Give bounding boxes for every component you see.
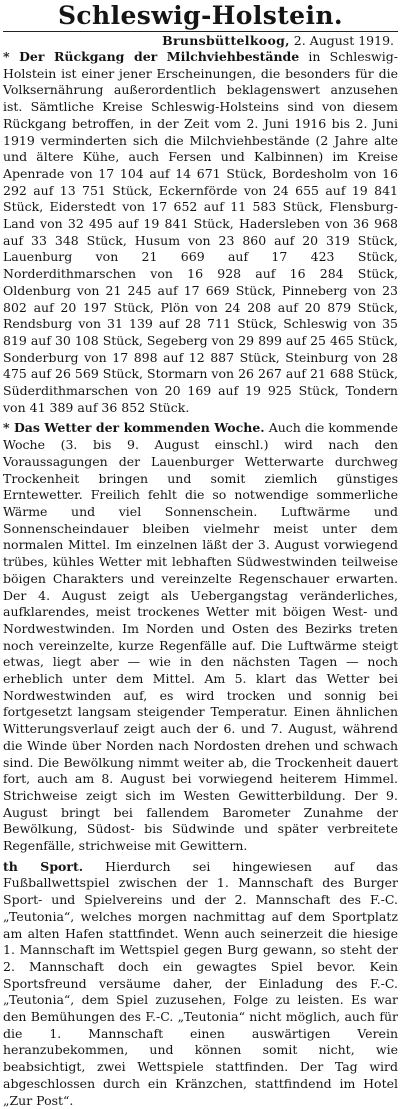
article-body: Auch die kommende Woche (3. bis 9. August einschl.) wird nach den Voraussagungen der Lauenburger Wetterwarte durchweg Trockenheit bringen und somit ziemlich günstiges Erntewetter. Freilich fehlt die so notwendige sommerliche Wärme und viel Sonnenschein. Luftwärme und Sonnenscheindauer bleiben vielmehr meist unter dem normalen Mittel. Im einzelnen läßt der 3. August vorwiegend trübes, kühles Wetter mit lebhaften Südwestwinden teilweise böigen Charakters und vereinzelte Regenschauer erwarten. Der 4. August zeigt als Uebergangstag veränderliches, aufklarendes, meist trockenes Wetter mit böigen West- und Nordwestwinden. Im Norden und Osten des Bezirks treten noch vereinzelte, kurze Regenfälle auf. Die Luftwärme steigt etwas, liegt aber — wie in den nächsten Tagen — noch erheblich unter dem Mittel. Am 5. klart das Wetter bei Nordwestwinden auf, es wird trocken und sonnig bei fortgesetzt langsam steigender Temperatur. Einen ähnlichen Witterungsverlauf zeigt auch der 6. und 7. August, während die Winde über Norden nach Nordosten drehen und schwach sind. Die Bewölkung nimmt weiter ab, die Trockenheit dauert fort, auch am 8. August bei vorwiegend heiterem Himmel. Strichweise zeigt sich im Westen Gewitterbildung. Der 9. August bringt bei fallendem Barometer Zunahme der Bewölkung, Südost- bis Südwinde und später verbreitete Regenfälle, strichweise mit Gewittern. — [3, 420, 398, 854]
article-milk-cattle — [3, 49, 398, 416]
article-lead: * Das Wetter der kommenden Woche. — [3, 420, 265, 436]
dateline-date: 2. August 1919. — [293, 33, 394, 48]
article-lead: * Der Rückgang der Milchviehbestände — [3, 49, 300, 64]
section-headline: Schleswig-Holstein. — [57, 1, 344, 30]
dateline — [3, 33, 398, 49]
article-body: Hierdurch sei hingewiesen auf das Fußballwettspiel zwischen der 1. Mannschaft des Burger Sport- und Spielvereins und der 2. Mannschaft des F.-C. „Teutonia“, welches morgen nachmittag auf dem Sportplatz am alten Hafen stattfindet. Wenn auch seinerzeit die hiesige 1. Mannschaft im Wettspiel gegen Burg gewann, so steht der 2. Mannschaft doch ein gewagtes Spiel bevor. Kein Sportsfreund versäume daher, der Einladung des F.-C. „Teutonia“, dem Spiel zuzusehen, Folge zu leisten. Es war den Bemühungen des F.-C. „Teutonia“ nicht möglich, auch für die 1. Mannschaft einen auswärtigen Verein heranzubekommen, und können somit nicht, wie beabsichtigt, zwei Wettspiele stattfinden. Der Tag wird abgeschlossen durch ein Kränzchen, stattfindend im Hotel „Zur Post“. — [3, 858, 398, 1108]
article-weather — [3, 420, 398, 854]
article-body: in Schleswig-Holstein ist einer jener Erscheinungen, die besonders für die Volksernährung außerordentlich beklagenswert anzusehen ist. Sämtliche Kreise Schleswig-Holsteins sind von diesem Rückgang betroffen, in der Zeit vom 2. Juni 1916 bis 2. Juni 1919 verminderten sich die Milchviehbestände (2 Jahre alte und ältere Kühe, auch Fersen und Kalbinnen) im Kreise Apenrade von 17 104 auf 14 671 Stück, Bordesholm von 16 292 auf 13 751 Stück, Eckernförde von 24 655 auf 19 841 Stück, Eiderstedt von 17 652 auf 11 583 Stück, Flensburg-Land von 32 495 auf 19 841 Stück, Hadersleben von 36 968 auf 33 348 Stück, Husum von 23 860 auf 20 319 Stück, Lauenburg von 21 669 auf 17 423 Stück, Norderdithmarschen von 16 928 auf 16 284 Stück, Oldenburg von 21 245 auf 17 669 Stück, Pinneberg von 23 802 auf 20 197 Stück, Plön von 24 208 auf 20 879 Stück, Rendsburg von 31 139 auf 28 711 Stück, Schleswig von 35 819 auf 30 108 Stück, Segeberg von 29 899 auf 25 465 Stück, Sonderburg von 17 898 auf 12 887 Stück, Steinburg von 28 475 auf 26 569 Stück, Stormarn von 26 267 auf 21 688 Stück, Süderdithmarschen von 20 169 auf 19 925 Stück, Tondern von 41 389 auf 36 852 Stück. — [3, 49, 398, 415]
headline-rule — [3, 31, 398, 32]
article-lead: th Sport. — [3, 858, 84, 874]
dateline-place: Brunsbüttelkoog, — [162, 33, 290, 48]
article-sport — [3, 859, 398, 1109]
